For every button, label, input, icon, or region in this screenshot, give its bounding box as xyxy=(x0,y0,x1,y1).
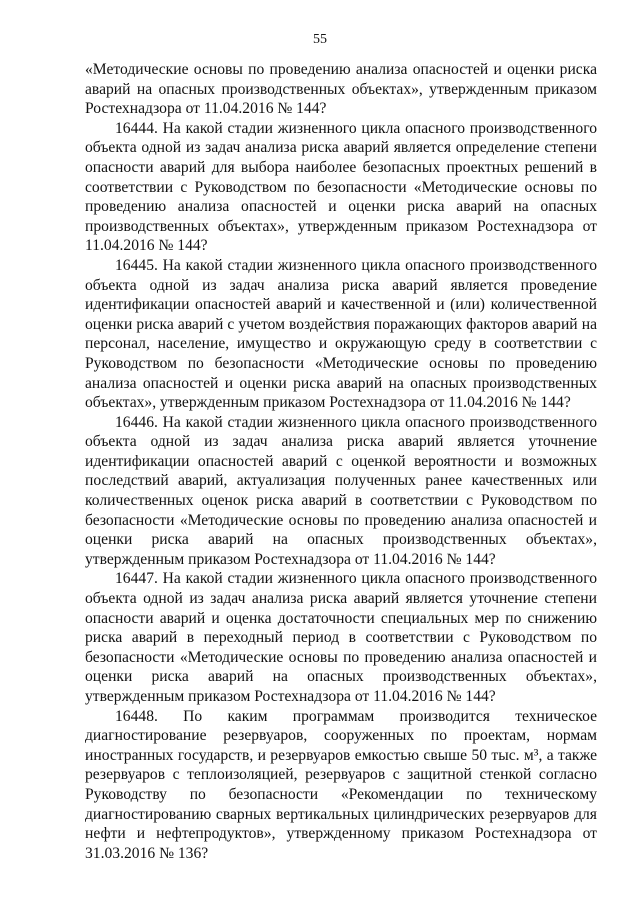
question-16444: 16444. На какой стадии жизненного цикла опасного производственного объекта одной из задач анализа риска аварий является определение степени опасности аварий для выбора наиболее безопасных проектных решений в соответствии с Руководством по безопасности «Методические основы по проведению анализа опасностей и оценки риска аварий на опасных производственных объектах», утвержденным приказом Ростехнадзора от 11.04.2016 № 144? xyxy=(85,119,597,255)
question-16447: 16447. На какой стадии жизненного цикла опасного производственного объекта одной из задач анализа риска аварий является уточнение степени опасности аварий и оценка достаточности специальных мер по снижению риска аварий в переходный период в соответствии с Руководством по безопасности «Методические основы по проведению анализа опасностей и оценки риска аварий на опасных производственных объектах», утвержденным приказом Ростехнадзора от 11.04.2016 № 144? xyxy=(85,570,597,705)
paragraph-continued: «Методические основы по проведению анализа опасностей и оценки риска аварий на опасных производственных объектах», утвержденным приказом Ростехнадзора от 11.04.2016 № 144? xyxy=(85,61,597,118)
question-16446: 16446. На какой стадии жизненного цикла опасного производственного объекта одной из задач анализа риска аварий является уточнение идентификации опасностей аварий с оценкой вероятности и возможных последствий аварий, актуализация полученных ранее качественных или количественных оценок риска аварий в соответствии с Руководством по безопасности «Методические основы по проведению анализа опасностей и оценки риска аварий на опасных производственных объектах», утвержденным приказом Ростехнадзора от 11.04.2016 № 144? xyxy=(85,413,597,568)
question-16445: 16445. На какой стадии жизненного цикла опасного производственного объекта одной из задач анализа риска аварий является проведение идентификации опасностей аварий и качественной и (или) количественной оценки риска аварий с учетом воздействия поражающих факторов аварий на персонал, население, имущество и окружающую среду в соответствии с Руководством по безопасности «Методические основы по проведению анализа опасностей и оценки риска аварий на опасных производственных объектах», утвержденным приказом Ростехнадзора от 11.04.2016 № 144? xyxy=(85,256,597,412)
question-16448: 16448. По каким программам производится техническое диагностирование резервуаров, сооруженных по проектам, нормам иностранных государств, и резервуаров емкостью свыше 50 тыс. м³, а также резервуаров с теплоизоляцией, резервуаров с защитной стенкой согласно Руководству по безопасности «Рекомендации по техническому диагностированию сварных вертикальных цилиндрических резервуаров для нефти и нефтепродуктов», утвержденному приказом Ростехнадзора от 31.03.2016 № 136? xyxy=(85,707,597,862)
page-number: 55 xyxy=(313,32,327,47)
document-body xyxy=(85,60,597,863)
